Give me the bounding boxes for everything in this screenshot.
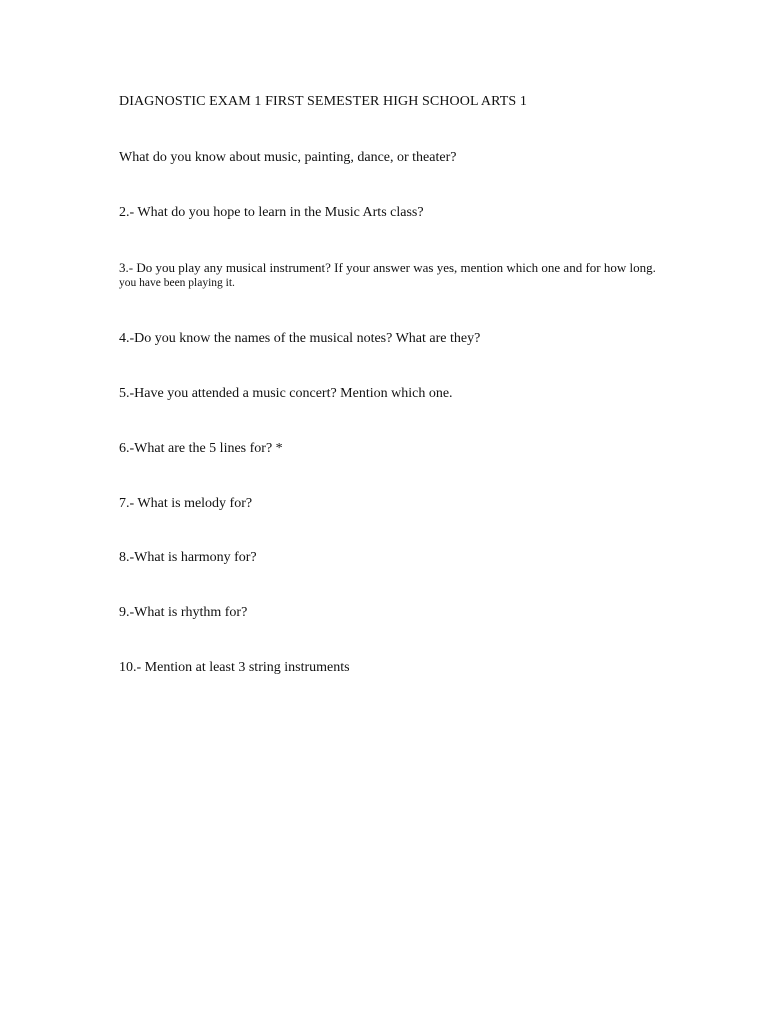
question-7: 7.- What is melody for?	[119, 496, 253, 511]
question-1: What do you know about music, painting, dance, or theater?	[119, 150, 457, 165]
question-4: 4.-Do you know the names of the musical notes? What are they?	[119, 331, 481, 346]
document-title: DIAGNOSTIC EXAM 1 FIRST SEMESTER HIGH SCHOOL ARTS 1	[119, 94, 527, 109]
question-10: 10.- Mention at least 3 string instruments	[119, 660, 350, 675]
question-2: 2.- What do you hope to learn in the Music Arts class?	[119, 205, 424, 220]
question-3-continuation: you have been playing it.	[119, 277, 235, 289]
question-6: 6.-What are the 5 lines for? *	[119, 441, 283, 456]
question-9: 9.-What is rhythm for?	[119, 605, 248, 620]
question-8: 8.-What is harmony for?	[119, 550, 257, 565]
question-5: 5.-Have you attended a music concert? Mention which one.	[119, 386, 453, 401]
question-3: 3.- Do you play any musical instrument? If your answer was yes, mention which one and for how long.	[119, 260, 656, 275]
